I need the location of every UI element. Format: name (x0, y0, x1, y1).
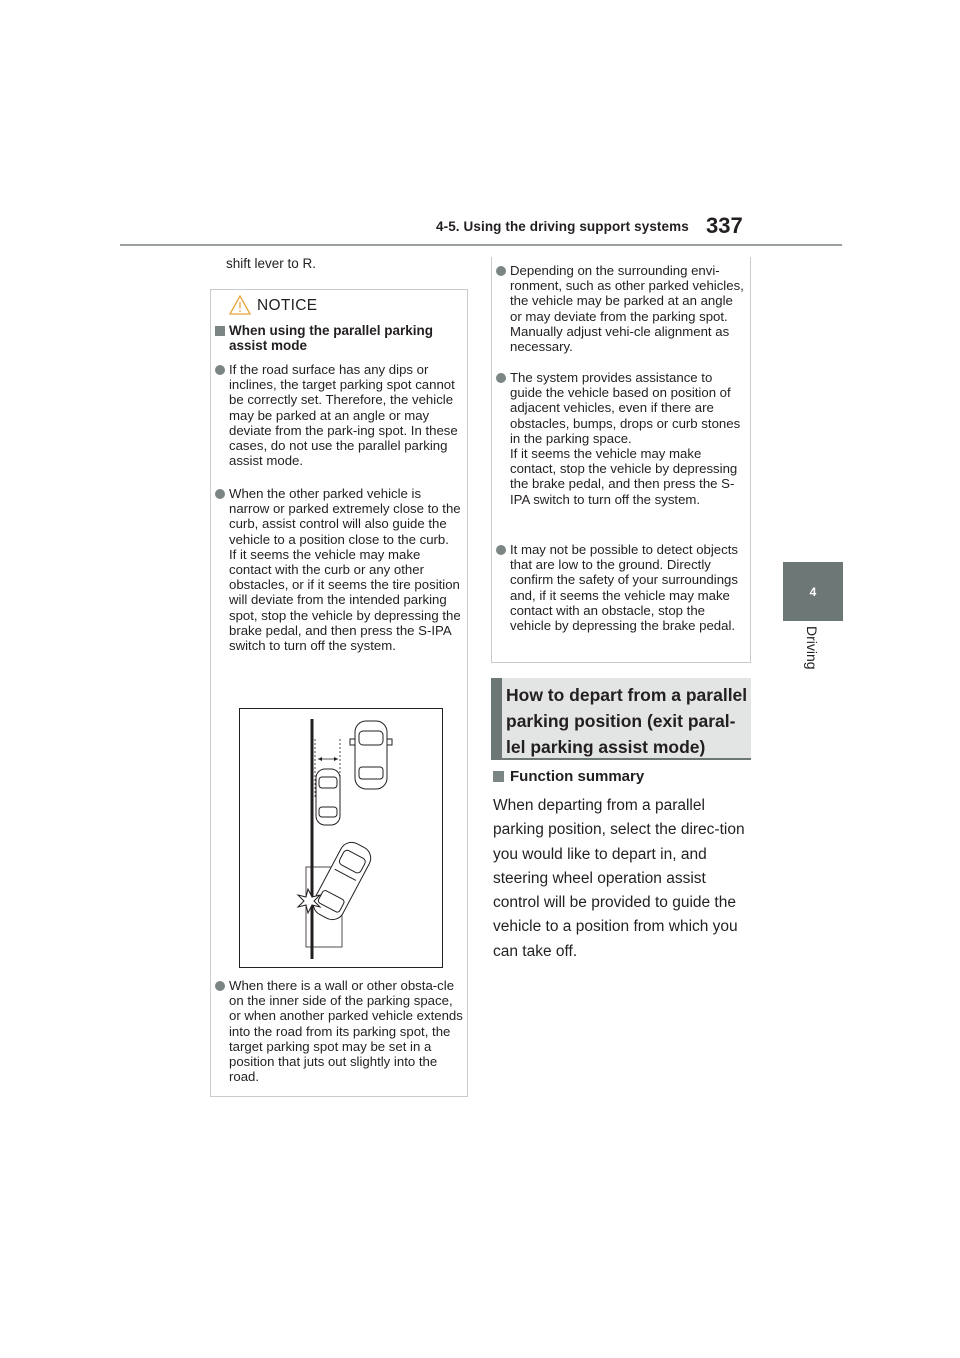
maneuvering-car (309, 838, 375, 924)
notice-bullet (215, 978, 463, 1084)
gray-square-icon (215, 326, 225, 336)
gray-dot-icon (496, 373, 506, 383)
parking-diagram (239, 708, 443, 968)
notice-bullet-text: When the other parked vehicle is narrow or parked extremely close to the curb, assist control will also guide the vehicle to a position close to the curb. If it seems the vehicle may make contact with the curb or any other obstacles, or if it seems the tire position will deviate from the intended parking spot, stop the vehicle by depressing the brake pedal, and then press the S-IPA switch to turn off the system. (229, 486, 461, 654)
notice-box-continued (491, 257, 751, 663)
notice-bullet-text: The system provides assistance to guide the vehicle based on position of adjacent vehicles, even if there are obstacles, bumps, drops or curb stones in the parking space. If it seems the vehicle may make contact, stop the vehicle by depressing the brake pedal, and then press the S-IPA switch to turn off the system. (510, 370, 741, 507)
page-number: 337 (706, 213, 743, 238)
notice-bullet (496, 542, 744, 633)
gray-dot-icon (215, 981, 225, 991)
chapter-tab (783, 562, 843, 621)
gray-square-icon (493, 771, 504, 782)
warning-triangle-icon (229, 295, 251, 315)
chapter-label: Driving (804, 626, 820, 670)
notice-bullet-text: It may not be possible to detect objects that are low to the ground. Directly confirm the safety of your surroundings and, if it seems the vehicle may make contact with an obstacle, stop the vehicle by depressing the brake pedal. (510, 542, 738, 634)
section-heading-bar (491, 678, 502, 758)
intro-text: shift lever to R. (226, 256, 317, 271)
notice-subheading-text: When using the parallel parking assist mode (229, 323, 434, 353)
notice-subheading (215, 323, 460, 353)
gray-dot-icon (496, 266, 506, 276)
notice-box (210, 289, 468, 1097)
function-summary-heading (493, 768, 644, 785)
notice-bullet (496, 263, 744, 354)
notice-title: NOTICE (257, 297, 318, 314)
running-header-title: 4-5. Using the driving support systems (436, 219, 689, 234)
notice-bullet (496, 370, 744, 507)
section-heading-text: How to depart from a parallel parking position (exit paral-lel parking assist mode) (506, 685, 748, 757)
notice-bullet (215, 486, 463, 653)
gray-dot-icon (215, 489, 225, 499)
chapter-number: 4 (809, 584, 817, 599)
notice-header (211, 290, 467, 322)
notice-bullet-text: If the road surface has any dips or inclines, the target parking spot cannot be correctly set. Therefore, the vehicle may be parked at an angle or may deviate from the park-ing spot. In these cases, do not use the parallel parking assist mode. (229, 362, 458, 469)
section-heading (491, 678, 751, 760)
header-divider (120, 244, 842, 246)
notice-bullet-text: Depending on the surrounding envi-ronment, such as other parked vehicles, the vehicle may be parked at an angle or may deviate from the parking spot. Manually adjust vehi-cle alignment as necessary. (510, 263, 744, 355)
notice-bullet (215, 362, 463, 468)
gray-dot-icon (496, 545, 506, 555)
parking-diagram-illustration (240, 709, 442, 967)
function-summary-title: Function summary (510, 768, 645, 785)
notice-bullet-text: When there is a wall or other obsta-cle on the inner side of the parking space, or when another parked vehicle extends into the road from its parking spot, the target parking spot may be set in a position that juts out slightly into the road. (229, 978, 463, 1085)
parked-car-top (350, 721, 392, 789)
parked-car-middle (316, 769, 340, 825)
function-summary-text: When departing from a parallel parking position, select the direc-tion you would like to depart in, and steering wheel operation assist control will be provided to guide the vehicle to a position from which you can take off. (493, 797, 745, 960)
gray-dot-icon (215, 365, 225, 375)
